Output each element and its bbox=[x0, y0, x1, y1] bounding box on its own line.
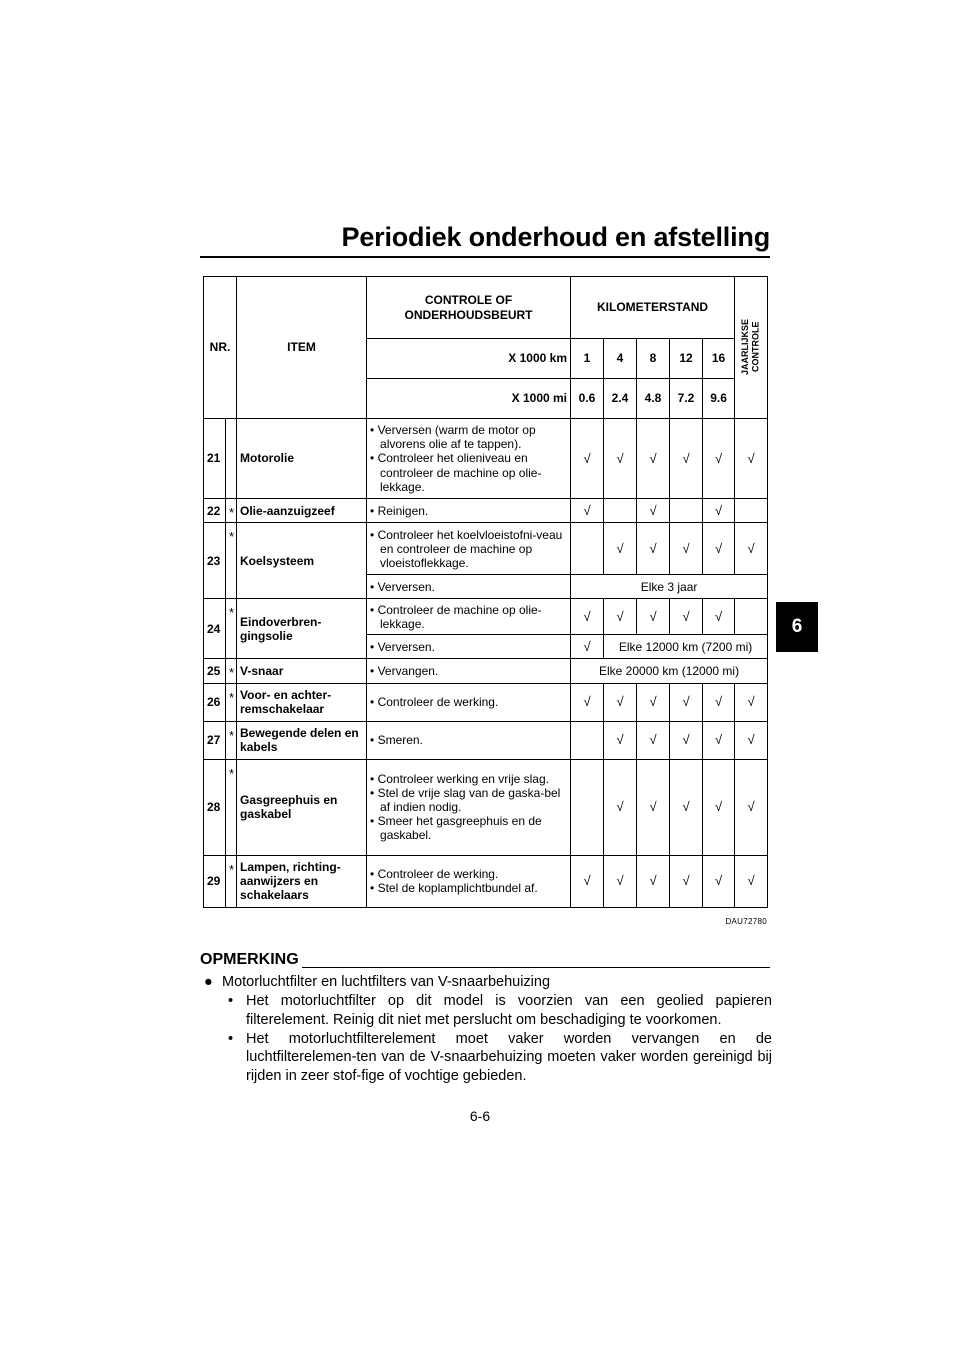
action-item: • Verversen. bbox=[370, 640, 567, 654]
check-cell: √ bbox=[637, 419, 670, 499]
note-bullet-text: Het motorluchtfilter op dit model is voorzien van een geolied papieren filterelement. Reinig dit niet met perslucht om beschadiging te voorkomen. bbox=[246, 992, 772, 1028]
header-annual-label: JAARLIJKSE CONTROLE bbox=[740, 319, 762, 376]
row-action bbox=[367, 635, 571, 659]
check-cell: √ bbox=[735, 683, 768, 721]
check-cell: √ bbox=[571, 499, 604, 523]
row-number: 21 bbox=[204, 419, 226, 499]
row-item: Olie-aanzuigzeef bbox=[237, 499, 367, 523]
row-star: * bbox=[226, 659, 237, 683]
check-cell: √ bbox=[637, 721, 670, 759]
row-action bbox=[367, 759, 571, 855]
header-mi: 2.4 bbox=[604, 379, 637, 419]
check-cell bbox=[735, 599, 768, 635]
row-number: 28 bbox=[204, 759, 226, 855]
note-main-text: Motorluchtfilter en luchtfilters van V-snaarbehuizing bbox=[222, 974, 551, 990]
row-action bbox=[367, 575, 571, 599]
row-item: V-snaar bbox=[237, 659, 367, 683]
row-number: 26 bbox=[204, 683, 226, 721]
header-odometer: KILOMETERSTAND bbox=[571, 277, 735, 339]
check-cell: √ bbox=[604, 419, 637, 499]
table-row bbox=[204, 855, 768, 907]
check-cell: √ bbox=[571, 635, 604, 659]
check-cell: √ bbox=[670, 419, 703, 499]
check-cell: √ bbox=[703, 683, 735, 721]
check-cell: √ bbox=[670, 721, 703, 759]
check-cell: √ bbox=[735, 419, 768, 499]
header-mi: 4.8 bbox=[637, 379, 670, 419]
header-km: 4 bbox=[604, 339, 637, 379]
check-cell: √ bbox=[571, 419, 604, 499]
check-cell: √ bbox=[703, 523, 735, 575]
check-cell: √ bbox=[670, 683, 703, 721]
header-item: ITEM bbox=[237, 277, 367, 419]
check-cell: √ bbox=[670, 855, 703, 907]
row-number: 27 bbox=[204, 721, 226, 759]
header-nr: NR. bbox=[204, 277, 237, 419]
header-km: 1 bbox=[571, 339, 604, 379]
action-item: • Smeer het gasgreephuis en de gaskabel. bbox=[370, 814, 567, 842]
header-mi: 0.6 bbox=[571, 379, 604, 419]
check-cell: √ bbox=[703, 721, 735, 759]
check-cell: √ bbox=[703, 855, 735, 907]
check-cell bbox=[571, 523, 604, 575]
check-cell: √ bbox=[571, 683, 604, 721]
interval-text: Elke 20000 km (12000 mi) bbox=[571, 659, 768, 683]
header-action: CONTROLE OF ONDERHOUDSBEURT bbox=[367, 277, 571, 339]
header-annual bbox=[735, 277, 768, 419]
row-action bbox=[367, 721, 571, 759]
check-cell: √ bbox=[604, 599, 637, 635]
note-main-item bbox=[200, 973, 772, 992]
note-rule bbox=[302, 967, 770, 968]
note-bullet bbox=[200, 992, 772, 1030]
note-title: OPMERKING bbox=[200, 951, 299, 968]
check-cell: √ bbox=[604, 523, 637, 575]
row-star: * bbox=[226, 683, 237, 721]
table-row bbox=[204, 721, 768, 759]
row-number: 29 bbox=[204, 855, 226, 907]
check-cell bbox=[571, 721, 604, 759]
maintenance-table bbox=[203, 276, 768, 908]
table-row bbox=[204, 523, 768, 575]
interval-text: Elke 3 jaar bbox=[571, 575, 768, 599]
table-row bbox=[204, 659, 768, 683]
check-cell: √ bbox=[735, 721, 768, 759]
row-star: * bbox=[226, 523, 237, 599]
check-cell: √ bbox=[604, 721, 637, 759]
check-cell: √ bbox=[735, 855, 768, 907]
row-number: 22 bbox=[204, 499, 226, 523]
header-km: 8 bbox=[637, 339, 670, 379]
check-cell: √ bbox=[637, 683, 670, 721]
table-row bbox=[204, 599, 768, 635]
row-item: Koelsysteem bbox=[237, 523, 367, 599]
row-action bbox=[367, 659, 571, 683]
header-mi: 7.2 bbox=[670, 379, 703, 419]
row-star: * bbox=[226, 599, 237, 659]
action-item: • Controleer het koelvloeistofni-veau en controleer de machine op vloeistoflekkage. bbox=[370, 528, 567, 570]
row-item: Voor- en achter-remschakelaar bbox=[237, 683, 367, 721]
action-item: • Controleer de machine op olie-lekkage. bbox=[370, 603, 567, 631]
header-mi-label: X 1000 mi bbox=[367, 379, 571, 419]
check-cell bbox=[571, 759, 604, 855]
check-cell: √ bbox=[637, 523, 670, 575]
check-cell: √ bbox=[604, 683, 637, 721]
check-cell: √ bbox=[637, 855, 670, 907]
check-cell: √ bbox=[703, 499, 735, 523]
check-cell: √ bbox=[735, 523, 768, 575]
check-cell: √ bbox=[670, 759, 703, 855]
page-number: 6-6 bbox=[469, 1108, 491, 1124]
table-row bbox=[204, 759, 768, 855]
row-number: 24 bbox=[204, 599, 226, 659]
action-item: • Stel de vrije slag van de gaska-bel af indien nodig. bbox=[370, 786, 567, 814]
check-cell: √ bbox=[735, 759, 768, 855]
interval-text: Elke 12000 km (7200 mi) bbox=[604, 635, 768, 659]
row-star bbox=[226, 419, 237, 499]
row-item: Lampen, richting-aanwijzers en schakelaars bbox=[237, 855, 367, 907]
page-title: Periodiek onderhoud en afstelling bbox=[341, 222, 770, 252]
check-cell: √ bbox=[670, 599, 703, 635]
row-item: Gasgreephuis en gaskabel bbox=[237, 759, 367, 855]
check-cell: √ bbox=[637, 499, 670, 523]
check-cell bbox=[735, 499, 768, 523]
check-cell: √ bbox=[637, 599, 670, 635]
row-action bbox=[367, 523, 571, 575]
check-cell: √ bbox=[604, 759, 637, 855]
row-action bbox=[367, 683, 571, 721]
row-number: 23 bbox=[204, 523, 226, 599]
row-number: 25 bbox=[204, 659, 226, 683]
action-item: • Controleer de werking. bbox=[370, 867, 567, 881]
check-cell: √ bbox=[637, 759, 670, 855]
row-action bbox=[367, 499, 571, 523]
table-row bbox=[204, 499, 768, 523]
row-star: * bbox=[226, 499, 237, 523]
note-bullet bbox=[200, 1030, 772, 1087]
check-cell: √ bbox=[571, 855, 604, 907]
action-item: • Verversen. bbox=[370, 580, 567, 594]
bullet-icon: • bbox=[228, 1030, 234, 1047]
action-item: • Vervangen. bbox=[370, 664, 567, 678]
check-cell: √ bbox=[571, 599, 604, 635]
check-cell: √ bbox=[604, 855, 637, 907]
bullet-icon: • bbox=[228, 992, 234, 1009]
check-cell: √ bbox=[670, 523, 703, 575]
row-action bbox=[367, 599, 571, 635]
note-bullet-text: Het motorluchtfilterelement moet vaker worden vervangen en de luchtfilterelemen-ten van de V-snaarbehuizing moeten vaker worden gereinigd bij rijden in zeer stof-fige of vochtige gebieden. bbox=[246, 1030, 772, 1085]
header-km-label: X 1000 km bbox=[367, 339, 571, 379]
bullet-icon: ● bbox=[204, 974, 213, 990]
row-action bbox=[367, 419, 571, 499]
title-rule bbox=[200, 256, 770, 258]
action-item: • Reinigen. bbox=[370, 504, 567, 518]
check-cell bbox=[670, 499, 703, 523]
table-row bbox=[204, 419, 768, 499]
row-star: * bbox=[226, 759, 237, 855]
row-star: * bbox=[226, 855, 237, 907]
header-km: 16 bbox=[703, 339, 735, 379]
row-item: Bewegende delen en kabels bbox=[237, 721, 367, 759]
check-cell: √ bbox=[703, 599, 735, 635]
action-item: • Controleer de werking. bbox=[370, 695, 567, 709]
row-item: Eindoverbren-gingsolie bbox=[237, 599, 367, 659]
action-item: • Controleer het olieniveau en controleer de machine op olie-lekkage. bbox=[370, 451, 567, 493]
note-body bbox=[200, 973, 772, 1086]
reference-code: DAU72780 bbox=[725, 917, 767, 926]
row-star: * bbox=[226, 721, 237, 759]
check-cell: √ bbox=[703, 759, 735, 855]
check-cell: √ bbox=[703, 419, 735, 499]
action-item: • Stel de koplamplichtbundel af. bbox=[370, 881, 567, 895]
table-row bbox=[204, 683, 768, 721]
action-item: • Controleer werking en vrije slag. bbox=[370, 772, 567, 786]
header-km: 12 bbox=[670, 339, 703, 379]
row-action bbox=[367, 855, 571, 907]
action-item: • Verversen (warm de motor op alvorens olie af te tappen). bbox=[370, 423, 567, 451]
check-cell bbox=[604, 499, 637, 523]
action-item: • Smeren. bbox=[370, 733, 567, 747]
row-item: Motorolie bbox=[237, 419, 367, 499]
header-mi: 9.6 bbox=[703, 379, 735, 419]
chapter-tab: 6 bbox=[776, 602, 818, 652]
